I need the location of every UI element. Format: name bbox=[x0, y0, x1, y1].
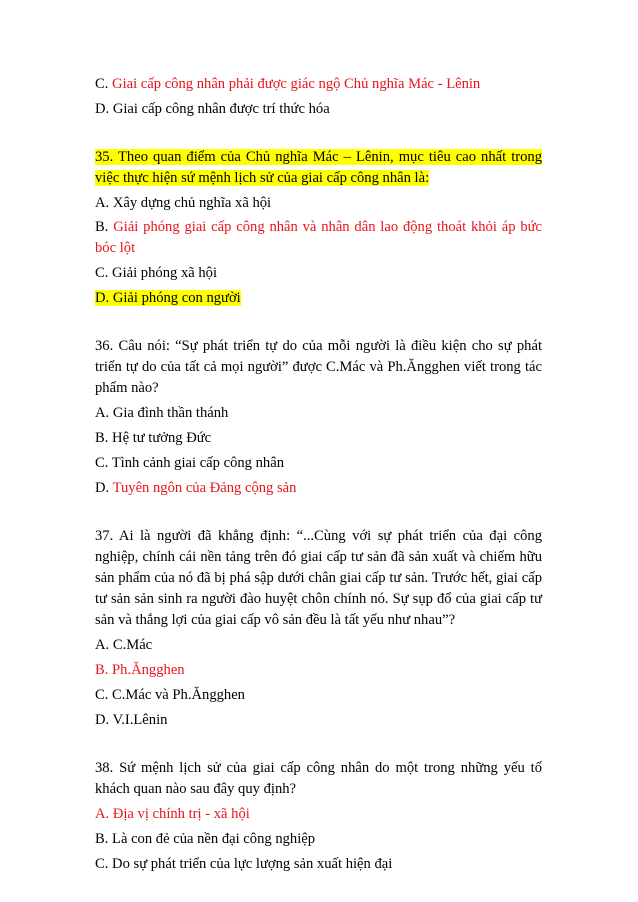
q37-option-b: B. Ph.Ăngghen bbox=[95, 662, 185, 678]
q36-option-b: B. Hệ tư tưởng Đức bbox=[95, 430, 212, 446]
q35-option-b: B. Giải phóng giai cấp công nhân và nhân dân lao động thoát khỏi áp bức bóc lột bbox=[95, 219, 543, 256]
question-36: 36. Câu nói: “Sự phát triển tự do của mỗi người là điều kiện cho sự phát triển tự do của tất cả mọi người” được C.Mác và Ph.Ăngghen viết trong tác phẩm nào? bbox=[95, 338, 542, 396]
q37-option-d: D. V.I.Lênin bbox=[95, 712, 168, 728]
q37-option-a: A. C.Mác bbox=[95, 637, 153, 653]
q38-option-c: C. Do sự phát triển của lực lượng sản xuất hiện đại bbox=[95, 856, 393, 872]
correct-answer: Tuyên ngôn của Đảng cộng sản bbox=[112, 480, 297, 496]
question-37: 37. Ai là người đã khẳng định: “...Cùng với sự phát triển của đại công nghiệp, chính cái nền tảng trên đó giai cấp tư sản đã sản xuất và chiếm hữu sản phẩm của nó đã bị phá sập dưới chân giai cấp tư sản. Trước hết, giai cấp tư sản sản sinh ra người đào huyệt chôn chính nó. Sự sụp đổ của giai cấp tư sản và thắng lợi của giai cấp vô sản đều là tất yếu như nhau”? bbox=[95, 528, 542, 628]
correct-answer: Giai cấp công nhân phải được giác ngộ Chủ nghĩa Mác - Lênin bbox=[112, 76, 481, 92]
q35-option-a: A. Xây dựng chủ nghĩa xã hội bbox=[95, 195, 272, 211]
q37-option-c: C. C.Mác và Ph.Ăngghen bbox=[95, 687, 245, 703]
option-d-prev: D. Giai cấp công nhân được trí thức hóa bbox=[95, 101, 330, 117]
q35-option-c: C. Giải phóng xã hội bbox=[95, 265, 218, 281]
highlighted-option: D. Giải phóng con người bbox=[95, 290, 241, 306]
highlighted-question: 35. Theo quan điểm của Chủ nghĩa Mác – Lênin, mục tiêu cao nhất trong việc thực hiện sứ mệnh lịch sử của giai cấp công nhân là: bbox=[95, 149, 542, 186]
question-38: 38. Sứ mệnh lịch sử của giai cấp công nhân do một trong những yếu tố khách quan nào sau đây quy định? bbox=[95, 760, 542, 797]
q38-option-b: B. Là con đẻ của nền đại công nghiệp bbox=[95, 831, 316, 847]
q36-option-d: D. Tuyên ngôn của Đảng cộng sản bbox=[95, 480, 297, 496]
correct-answer: Giải phóng giai cấp công nhân và nhân dân lao động thoát khỏi áp bức bóc lột bbox=[95, 219, 543, 256]
option-c-prev: C. Giai cấp công nhân phải được giác ngộ Chủ nghĩa Mác - Lênin bbox=[95, 76, 481, 92]
q36-option-a: A. Gia đình thần thánh bbox=[95, 405, 229, 421]
q38-option-a: A. Địa vị chính trị - xã hội bbox=[95, 806, 250, 822]
question-35 bbox=[95, 147, 542, 189]
document-page bbox=[95, 73, 542, 878]
q35-option-d bbox=[95, 287, 542, 309]
q36-option-c: C. Tình cảnh giai cấp công nhân bbox=[95, 455, 284, 471]
